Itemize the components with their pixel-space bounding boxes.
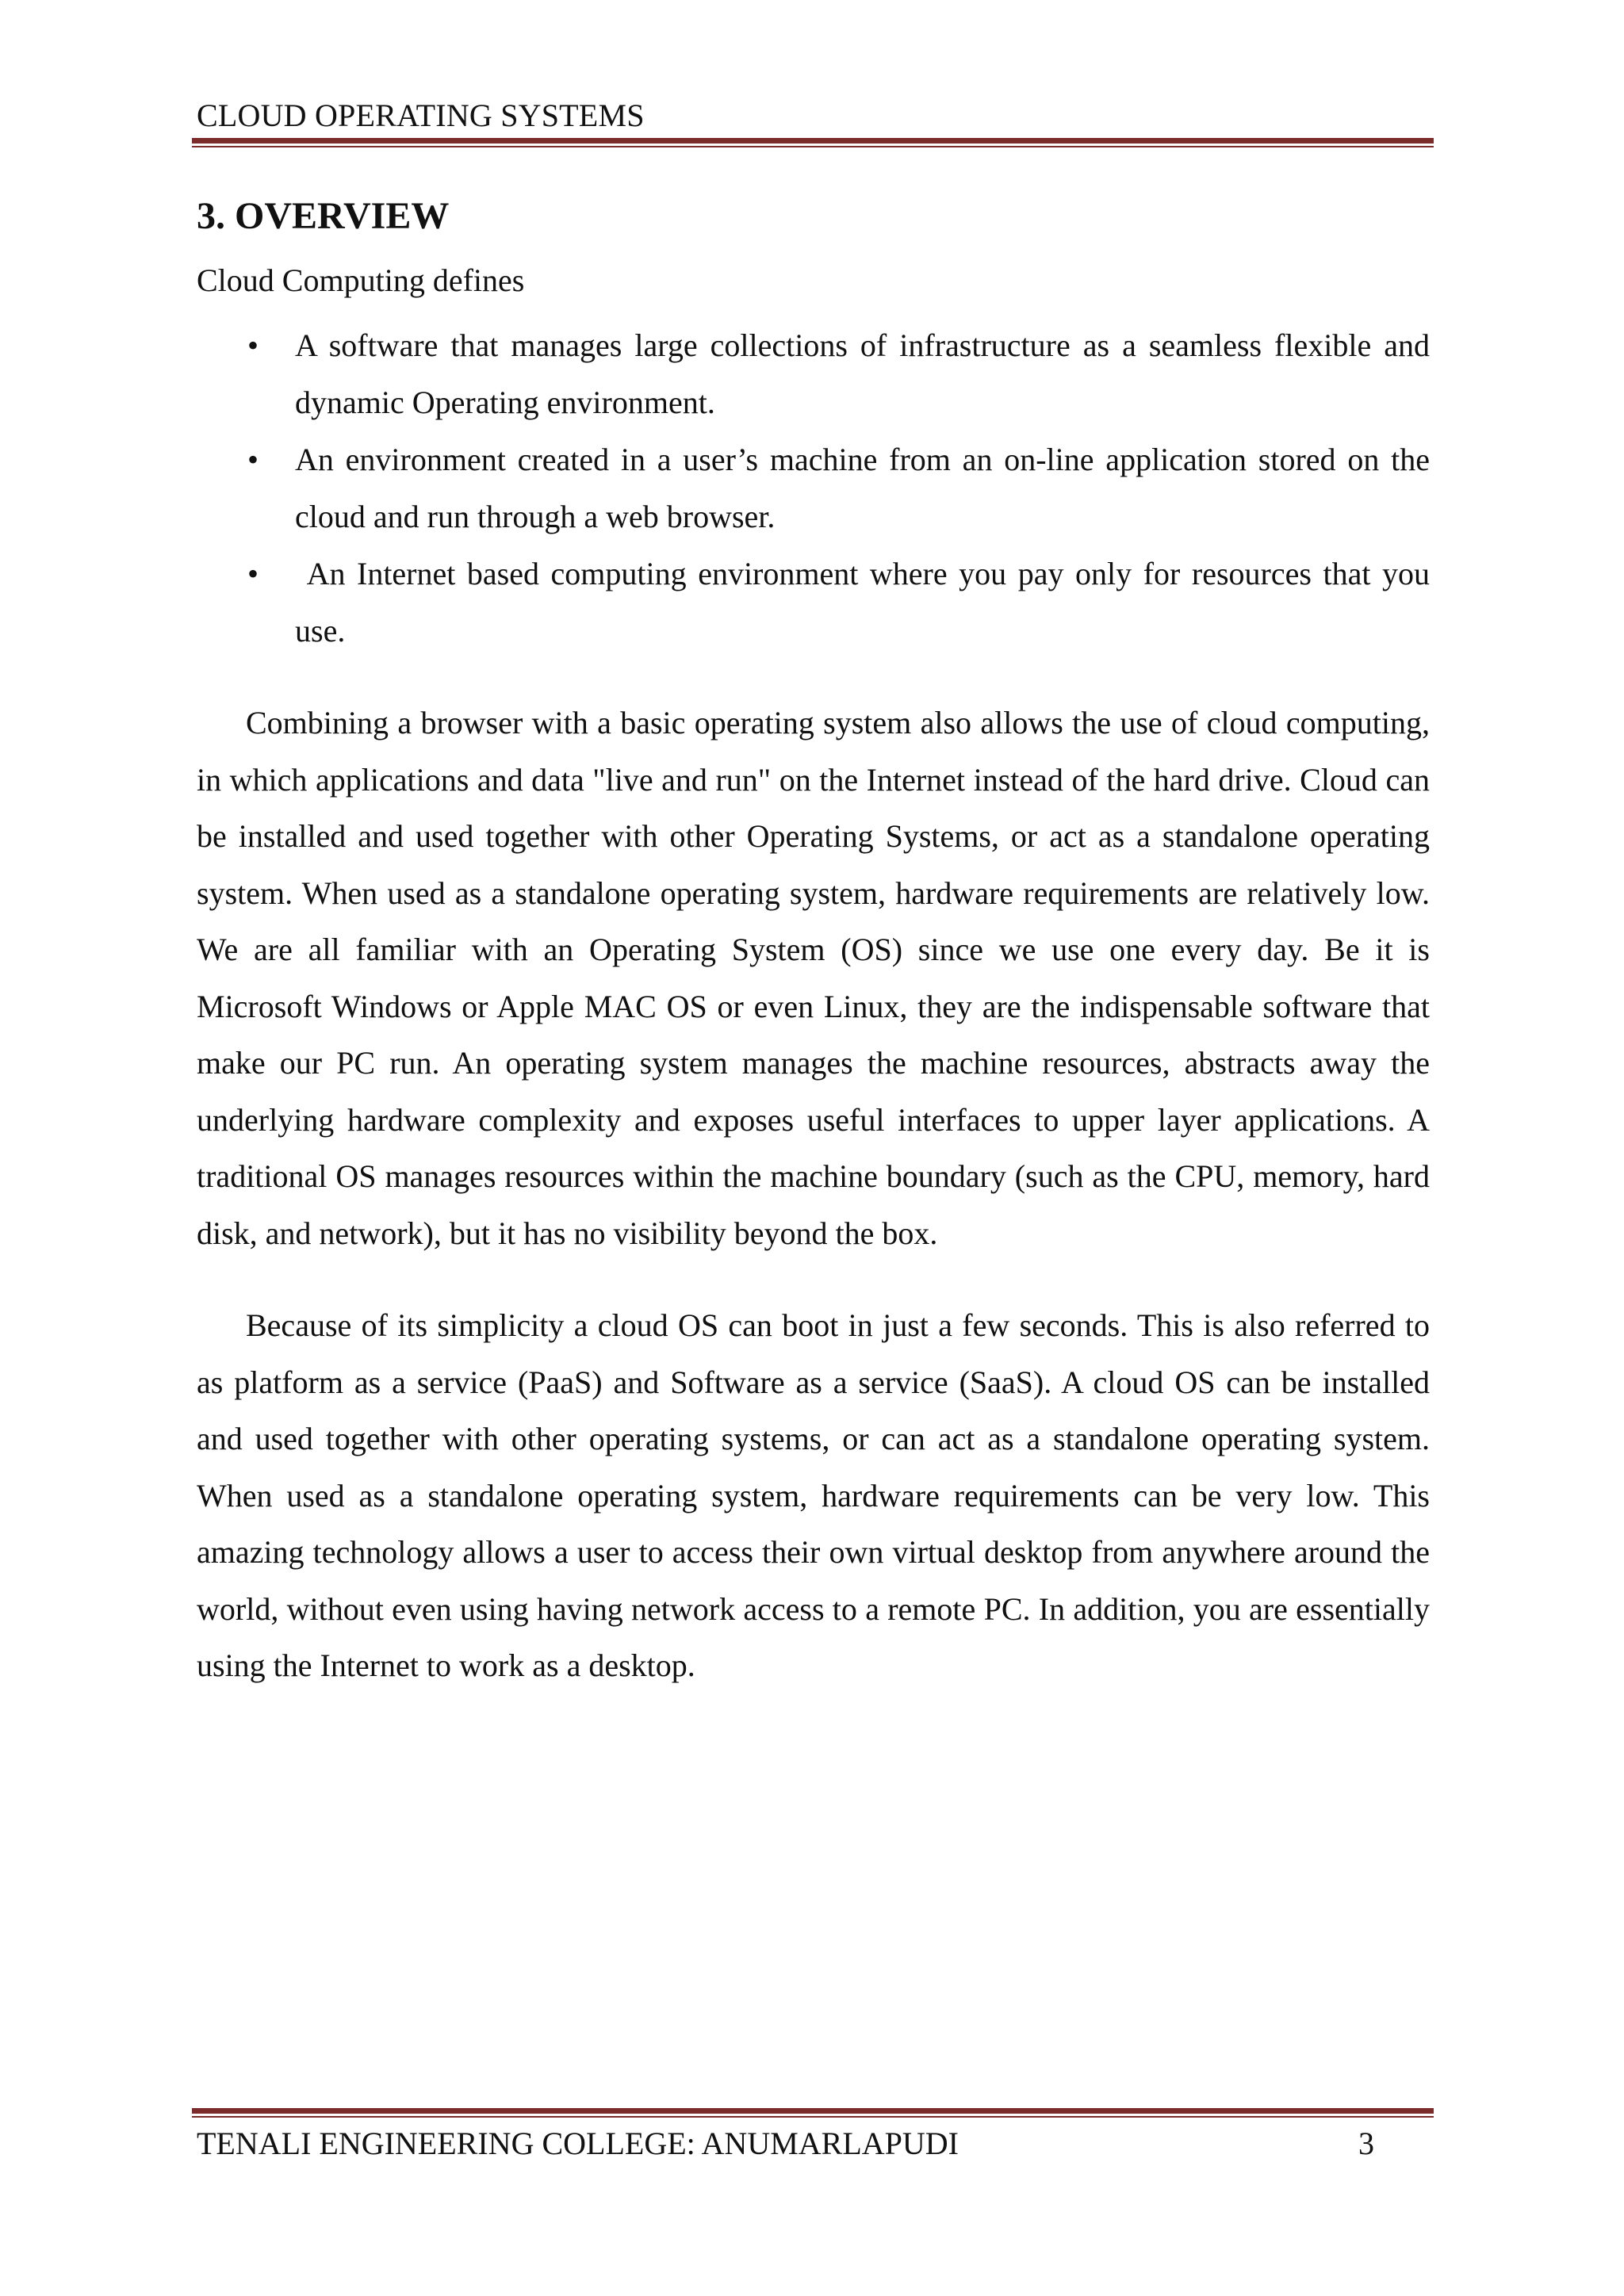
footer-rule-thick <box>192 2108 1434 2114</box>
intro-text: Cloud Computing defines <box>197 262 525 298</box>
list-item-text: A software that manages large collections of infrastructure as a seamless flexible and dynamic Operating environment. <box>295 327 1430 420</box>
definition-list <box>197 317 1438 660</box>
list-item <box>197 545 1438 660</box>
footer-college: TENALI ENGINEERING COLLEGE: ANUMARLAPUDI <box>197 2126 959 2161</box>
footer-rule-thin <box>192 2116 1434 2118</box>
section-heading: 3. OVERVIEW <box>197 195 450 237</box>
body-paragraph: Because of its simplicity a cloud OS can boot in just a few seconds. This is also referred to as platform as a service (PaaS) and Software as a service (SaaS). A cloud OS can be installed and used together with other operating systems, or can act as a standalone operating system. When used as a standalone operating system, hardware requirements can be very low. This amazing technology allows a user to access their own virtual desktop from anywhere around the world, without even using having network access to a remote PC. In addition, you are essentially using the Internet to work as a desktop. <box>197 1307 1430 1683</box>
list-item <box>197 431 1430 545</box>
page-number: 3 <box>1358 2126 1374 2161</box>
list-item-text: An environment created in a user’s machine from an on-line application stored on the cloud and run through a web browser. <box>295 442 1430 534</box>
bullet-icon: • <box>247 442 259 477</box>
list-item <box>197 317 1430 431</box>
body-paragraph: Combining a browser with a basic operating system also allows the use of cloud computing, in which applications and data "live and run" on the Internet instead of the hard drive. Cloud can be installed and used together with other Operating Systems, or act as a standalone operating system. When used as a standalone operating system, hardware requirements are relatively low. We are all familiar with an Operating System (OS) since we use one every day. Be it is Microsoft Windows or Apple MAC OS or even Linux, they are the indispensable software that make our PC run. An operating system manages the machine resources, abstracts away the underlying hardware complexity and exposes useful interfaces to upper layer applications. A traditional OS manages resources within the machine boundary (such as the CPU, memory, hard disk, and network), but it has no visibility beyond the box. <box>197 705 1430 1251</box>
bullet-icon: • <box>247 327 259 363</box>
running-header: CLOUD OPERATING SYSTEMS <box>197 98 645 133</box>
header-rule-thick <box>192 138 1434 144</box>
header-rule-thin <box>192 146 1434 147</box>
header-rule <box>192 138 1434 147</box>
footer-rule <box>192 2108 1434 2118</box>
bullet-icon: • <box>247 556 259 591</box>
list-item-text: An Internet based computing environment where you pay only for resources that you use. <box>295 556 1438 649</box>
